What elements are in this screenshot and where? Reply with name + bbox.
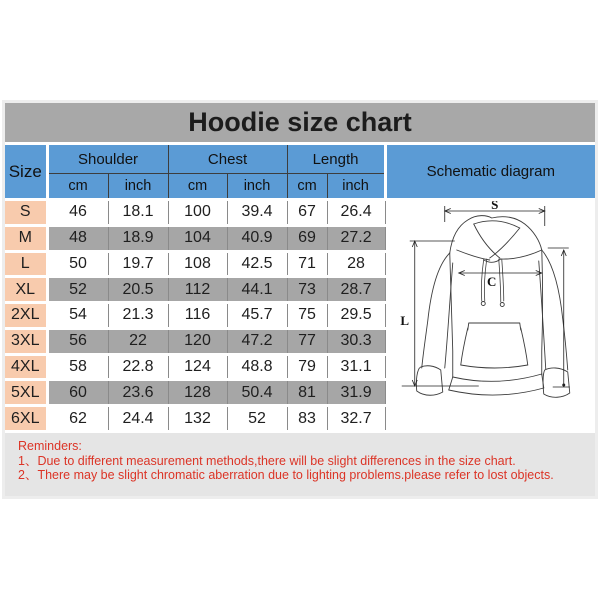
- col-header-length: Length: [287, 144, 385, 174]
- size-cell: XL: [5, 277, 47, 303]
- value-cell: 27.2: [327, 225, 385, 251]
- value-cell: 50: [47, 251, 108, 277]
- value-cell: 18.9: [108, 225, 168, 251]
- value-cell: 108: [168, 251, 227, 277]
- value-cell: 83: [287, 406, 327, 432]
- hoodie-schematic-image: [386, 201, 596, 430]
- value-cell: 81: [287, 380, 327, 406]
- shoulder-dim-label: S: [490, 201, 498, 212]
- value-cell: 28: [327, 251, 385, 277]
- value-cell: 26.4: [327, 200, 385, 226]
- col-header-size: Size: [5, 144, 47, 200]
- value-cell: 22.8: [108, 354, 168, 380]
- value-cell: 29.5: [327, 303, 385, 329]
- value-cell: 48.8: [227, 354, 287, 380]
- value-cell: 62: [47, 406, 108, 432]
- value-cell: 48: [47, 225, 108, 251]
- value-cell: 44.1: [227, 277, 287, 303]
- value-cell: 54: [47, 303, 108, 329]
- size-cell: 6XL: [5, 406, 47, 432]
- value-cell: 52: [227, 406, 287, 432]
- value-cell: 21.3: [108, 303, 168, 329]
- value-cell: 18.1: [108, 200, 168, 226]
- reminders-section: [5, 433, 595, 496]
- value-cell: 124: [168, 354, 227, 380]
- value-cell: 19.7: [108, 251, 168, 277]
- unit-header: cm: [47, 174, 108, 200]
- col-header-shoulder: Shoulder: [47, 144, 168, 174]
- value-cell: 42.5: [227, 251, 287, 277]
- value-cell: 20.5: [108, 277, 168, 303]
- value-cell: 24.4: [108, 406, 168, 432]
- value-cell: 128: [168, 380, 227, 406]
- dimension-lines: [401, 206, 569, 387]
- value-cell: 58: [47, 354, 108, 380]
- hoodie-outline: [416, 216, 569, 398]
- value-cell: 104: [168, 225, 227, 251]
- value-cell: 23.6: [108, 380, 168, 406]
- table-row: [5, 200, 595, 226]
- size-cell: 4XL: [5, 354, 47, 380]
- schematic-cell: [385, 200, 595, 432]
- size-cell: 2XL: [5, 303, 47, 329]
- size-cell: 5XL: [5, 380, 47, 406]
- length-dim-label: L: [399, 313, 409, 328]
- value-cell: 28.7: [327, 277, 385, 303]
- value-cell: 69: [287, 225, 327, 251]
- value-cell: 116: [168, 303, 227, 329]
- value-cell: 71: [287, 251, 327, 277]
- value-cell: 39.4: [227, 200, 287, 226]
- value-cell: 31.1: [327, 354, 385, 380]
- unit-header: inch: [327, 174, 385, 200]
- size-table: [5, 142, 595, 433]
- table-header-row: [5, 144, 595, 174]
- value-cell: 75: [287, 303, 327, 329]
- value-cell: 50.4: [227, 380, 287, 406]
- value-cell: 46: [47, 200, 108, 226]
- reminder-line-1: 1、Due to different measurement methods,there will be slight differences in the size chart.: [18, 453, 516, 468]
- value-cell: 132: [168, 406, 227, 432]
- unit-header: inch: [108, 174, 168, 200]
- chest-dim-label: C: [486, 274, 496, 289]
- col-header-schematic: Schematic diagram: [385, 144, 595, 200]
- value-cell: 40.9: [227, 225, 287, 251]
- value-cell: 60: [47, 380, 108, 406]
- value-cell: 47.2: [227, 328, 287, 354]
- unit-header: cm: [287, 174, 327, 200]
- unit-header: inch: [227, 174, 287, 200]
- value-cell: 31.9: [327, 380, 385, 406]
- value-cell: 73: [287, 277, 327, 303]
- size-cell: L: [5, 251, 47, 277]
- value-cell: 56: [47, 328, 108, 354]
- value-cell: 52: [47, 277, 108, 303]
- value-cell: 67: [287, 200, 327, 226]
- col-header-chest: Chest: [168, 144, 287, 174]
- value-cell: 30.3: [327, 328, 385, 354]
- value-cell: 79: [287, 354, 327, 380]
- value-cell: 32.7: [327, 406, 385, 432]
- value-cell: 100: [168, 200, 227, 226]
- size-chart-card: [2, 100, 598, 499]
- size-cell: M: [5, 225, 47, 251]
- value-cell: 45.7: [227, 303, 287, 329]
- value-cell: 22: [108, 328, 168, 354]
- reminders-heading: Reminders:: [18, 439, 82, 453]
- value-cell: 112: [168, 277, 227, 303]
- reminder-line-2: 2、There may be slight chromatic aberration due to lighting problems.please refer to lost objects.: [18, 468, 554, 482]
- page-title: Hoodie size chart: [5, 103, 595, 142]
- size-cell: S: [5, 200, 47, 226]
- value-cell: 77: [287, 328, 327, 354]
- value-cell: 120: [168, 328, 227, 354]
- size-cell: 3XL: [5, 328, 47, 354]
- unit-header: cm: [168, 174, 227, 200]
